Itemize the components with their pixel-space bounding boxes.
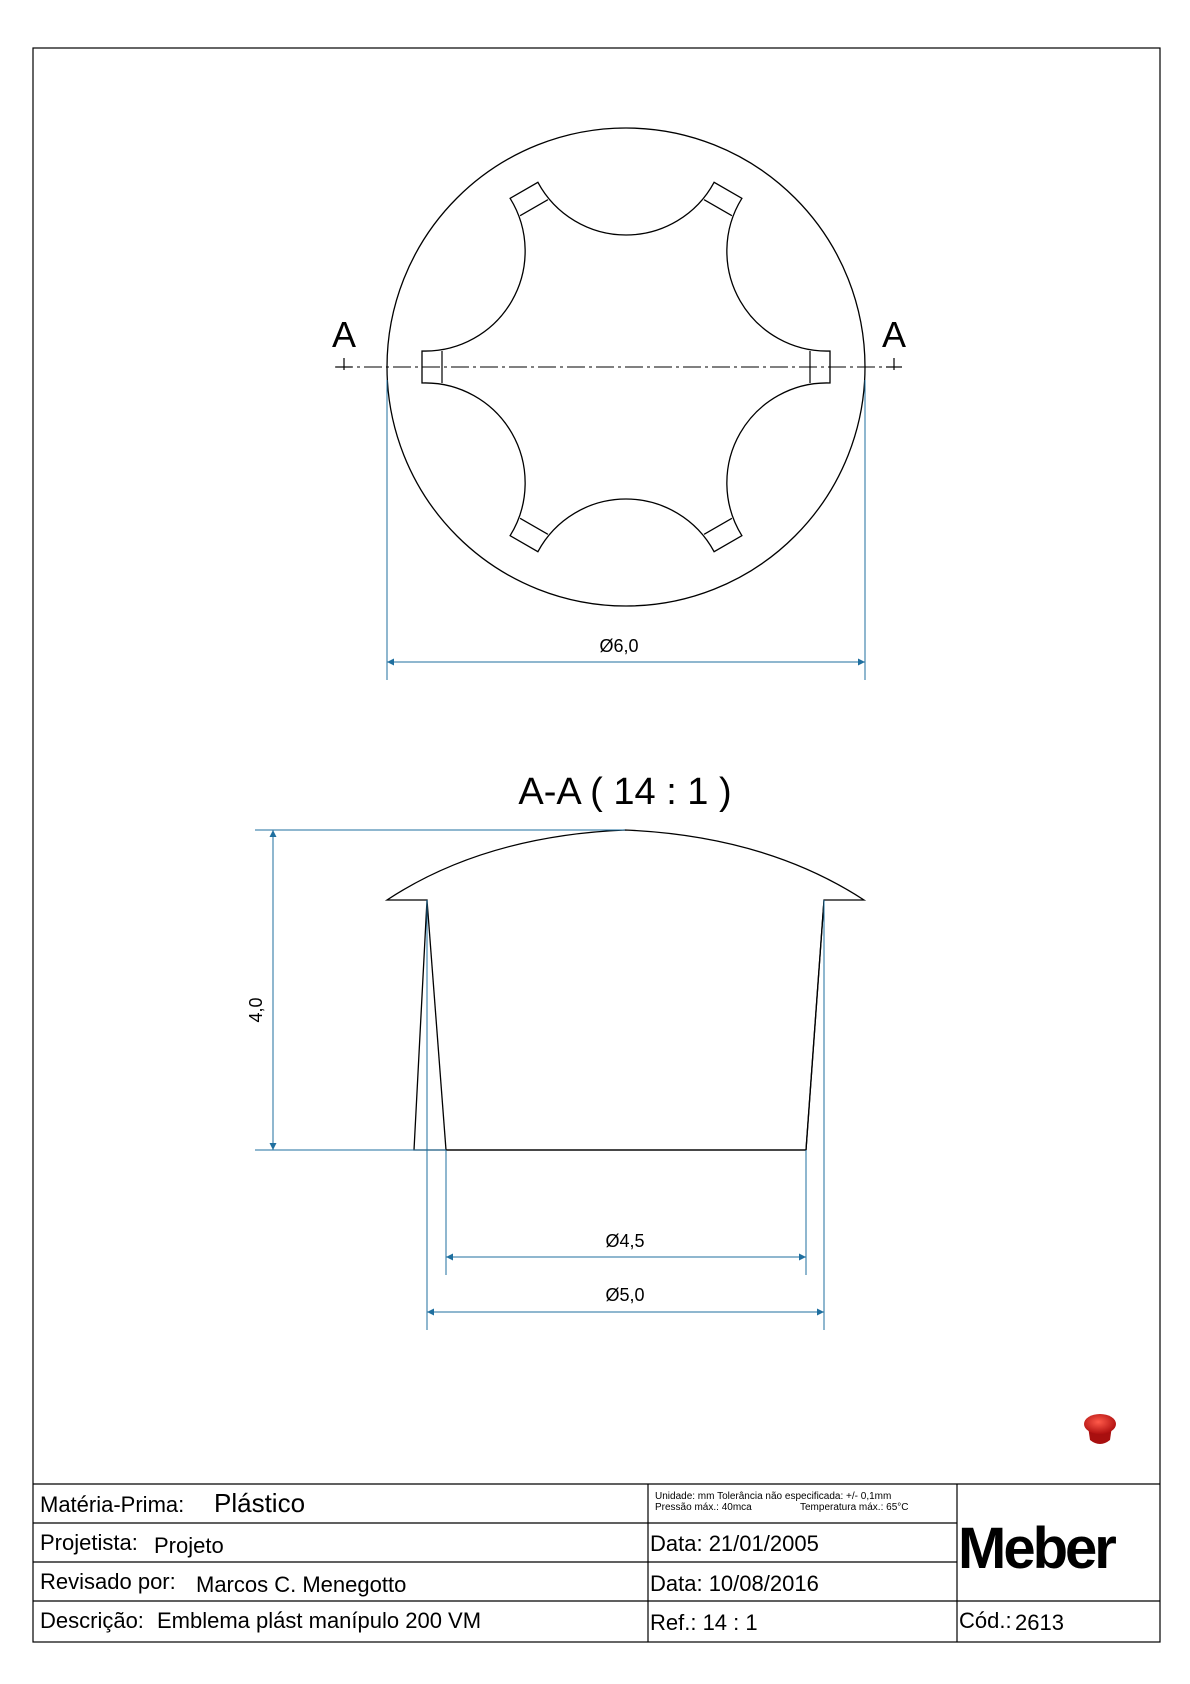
section-title: A-A ( 14 : 1 ) [518,771,732,813]
notes-line-1: Unidade: mm Tolerância não especificada: +/- 0,1mm [655,1491,892,1502]
dimension-bottom-diameter [446,1150,806,1275]
star-tip-notch [520,518,548,534]
notes-line-2a: Pressão máx.: 40mca [655,1502,752,1513]
section-mark-right: A [881,314,907,355]
revisado-value: Marcos C. Menegotto [196,1572,407,1597]
materia-prima-value: Plástico [214,1488,306,1518]
projetista-label: Projetista: [40,1530,138,1555]
section-mark-left: A [331,314,357,355]
star-tip-notch [704,518,732,534]
data-criacao: Data: 21/01/2005 [650,1531,819,1556]
notes-line-2b: Temperatura máx.: 65°C [800,1502,909,1513]
sheet-border [33,48,1160,1642]
dim-top-diameter-label: Ø5,0 [605,1285,645,1305]
star-tip-notch [704,200,732,216]
data-revisao: Data: 10/08/2016 [650,1571,819,1596]
dimension-outer-diameter [387,380,865,680]
top-view [332,128,906,606]
inner-wall-left [427,900,446,1150]
projetista-value: Projeto [154,1533,224,1558]
dimension-top-diameter [427,900,824,1330]
section-view [387,830,864,1150]
meber-logo: Meber [958,1516,1114,1581]
descricao-value: Emblema plást manípulo 200 VM [157,1608,482,1633]
dimension-height [246,830,625,1150]
section-profile [387,830,864,1150]
star-tip-notch [520,200,548,216]
dim-height-label: 4,0 [246,997,266,1023]
descricao-label: Descrição: [40,1608,144,1633]
ref-scale: Ref.: 14 : 1 [650,1610,758,1635]
revisado-label: Revisado por: [40,1569,176,1594]
cod-value: 2613 [1015,1610,1064,1635]
dim-outer-diameter-label: Ø6,0 [599,636,639,656]
cod-label: Cód.: [959,1608,1012,1633]
red-cap-preview-icon [1084,1414,1116,1444]
inner-wall-right [806,900,824,1150]
materia-prima-label: Matéria-Prima: [40,1492,185,1517]
dim-bottom-diameter-label: Ø4,5 [605,1231,645,1251]
